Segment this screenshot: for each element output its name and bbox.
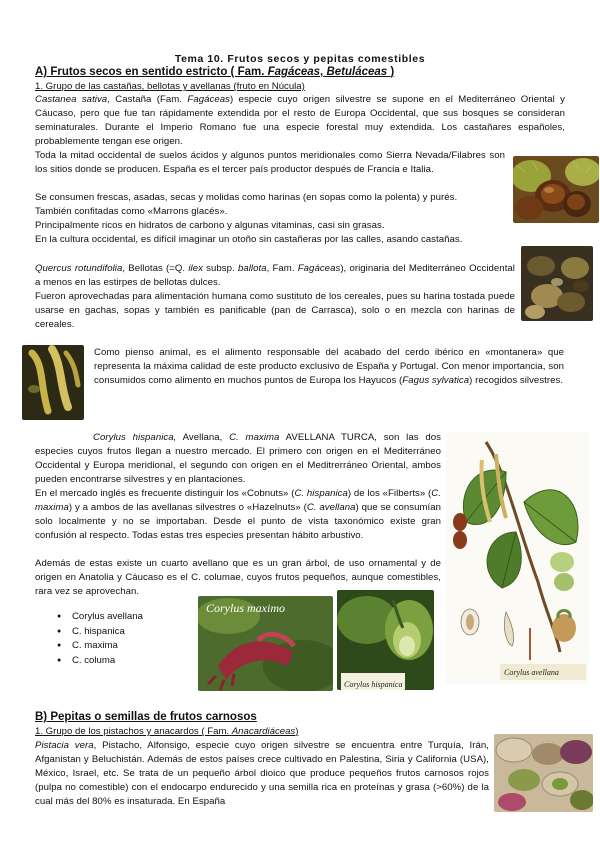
corylus-avellana-illustration	[446, 432, 589, 684]
quercus-feed-paragraph: Como pienso animal, es el alimento responsable del acabado del cerdo ibérico en «montanera» que representa la máxima calidad de este producto exclusivo de España y Portugal. Con menor importancia, son consumidos como alimento en muchos puntos de Europa los Hayucos (Fagus sylvatica) recogidos silvestres.	[94, 347, 564, 386]
castanea-nutrition: Principalmente ricos en hidratos de carbono y algunas vitaminas, casi sin grasas.	[35, 220, 385, 231]
castanea-uses: Se consumen frescas, asadas, secas y molidas como harinas (en sopas como la polenta) y purés.	[35, 192, 458, 203]
quercus-food-use: Fueron aprovechadas para alimentación humana como sustituto de los cereales, pues su harina tostada puede usarse en gachas, sopas y también es panificable (pan de Carrasca), solo o en mezcla con harinas de cereales.	[35, 291, 515, 330]
page-title: Tema 10. Frutos secos y pepitas comestibles	[174, 53, 426, 65]
chestnut-photo	[513, 156, 599, 223]
caption-hispanica: Corylus hispanica	[344, 680, 403, 689]
castanea-production: Toda la mitad occidental de suelos ácidos y algunos puntos meridionales como Sierra Nevada/Filabres son los sitios donde se producen. España es el tercer país productor después de Francia e Italia.	[35, 150, 505, 175]
list-item: ● Corylus avellana	[55, 610, 195, 625]
caption-maximo: Corylus maximo	[206, 601, 285, 615]
section-b-heading: B) Pepitas o semillas de frutos carnosos	[35, 711, 257, 723]
caption-avellana: Corylus avellana	[504, 668, 559, 677]
corylus-paragraph: Corylus hispanica, Avellana, C. maxima AVELLANA TURCA, son las dos especies cuyos frutos llegan a nuestro mercado. El primero con origen en el Mediterráneo Occidental y Europa meridional, el segundo con origen en el Meditrerráneo Oriental, ambos pueden encontrarse silvestres y en plantaciones.	[35, 432, 441, 485]
quercus-paragraph: Quercus rotundifolia, Bellotas (=Q. ilex subsp. ballota, Fam. Fagáceas), originaria del Mediterráneo Occidental a menos en las estirpes de bellotas dulces.	[35, 263, 515, 288]
corylus-market-paragraph: En el mercado inglés es frecuente distinguir los «Cobnuts» (C. hispanica) de los «Filberts» (C. maxima) y a ambos de las avellanas silvestres o «Hazelnuts» (C. avellana) que se consumían solo localmente y no se importaban. Desde el punto de vista taxonómico existe gran confusión al respecto. Todas estas tres especies presentan hábito arbustivo.	[35, 488, 442, 541]
corylus-maximo-photo	[198, 596, 333, 691]
list-item: ● C. maxima	[55, 639, 195, 654]
list-item: ● C. hispanica	[55, 625, 195, 640]
pistacia-paragraph: Pistacia vera, Pistacho, Alfonsigo, especie cuyo origen silvestre se encuentra entre Turquía, Irán, Afganistan y Beluchistán. Además de estos países crece cultivado en Palestina, Siria y California (USA), México, Israel, etc. Se trata de un pequeño árbol dioico que produce pequeños frutos carnosos rojos (pulpa no comestible) con el endocarpo endurecido y una semilla rica en proteínas y grasa (>60%) de la cual más del 80% es insaturada. En España	[35, 740, 489, 807]
subsection-1-heading: 1. Grupo de las castañas, bellotas y avellanas (fruto en Núcula)	[35, 81, 305, 92]
corylus-species-list	[55, 610, 195, 668]
caption-box-hispanica	[341, 673, 405, 690]
castanea-paragraph: Castanea sativa, Castaña (Fam. Fagáceas) especie cuyo origen silvestre se supone en el Mediterráneo Oriental y Cáucaso, pero que fue tan rápidamente extendida por el resto de Europa Occidental, que sus bosques se consideran seminaturales. Durante el Imperio Romano fue una especie forestal muy extendida. Los castañares españoles, probablemente tengan ese origen.	[35, 94, 566, 147]
pistachio-photo	[494, 734, 593, 812]
castanea-culture: En la cultura occidental, es difícil imaginar un otoño sin castañeras por las calles, asando castañas.	[35, 234, 463, 245]
catkin-photo	[22, 345, 84, 420]
acorn-photo	[521, 246, 593, 321]
list-item: ● C. columa	[55, 654, 195, 669]
corylus-hispanica-photo	[337, 590, 434, 690]
castanea-confit: También confitadas como «Marrons glacés».	[35, 206, 228, 217]
section-a-heading: A) Frutos secos en sentido estricto ( Fam. Fagáceas, Betuláceas )	[35, 66, 395, 78]
subsection-b1-heading: 1. Grupo de los pistachos y anacardos ( Fam. Anacardiáceas)	[35, 726, 299, 737]
corylus-fourth-paragraph: Además de estas existe un cuarto avellano que es un gran árbol, de uso ornamental y de origen en Anatolia y Cáucaso es el C. columae, cuyos frutos pequeños, aunque comestibles, rara vez se aprovechan.	[35, 558, 441, 597]
